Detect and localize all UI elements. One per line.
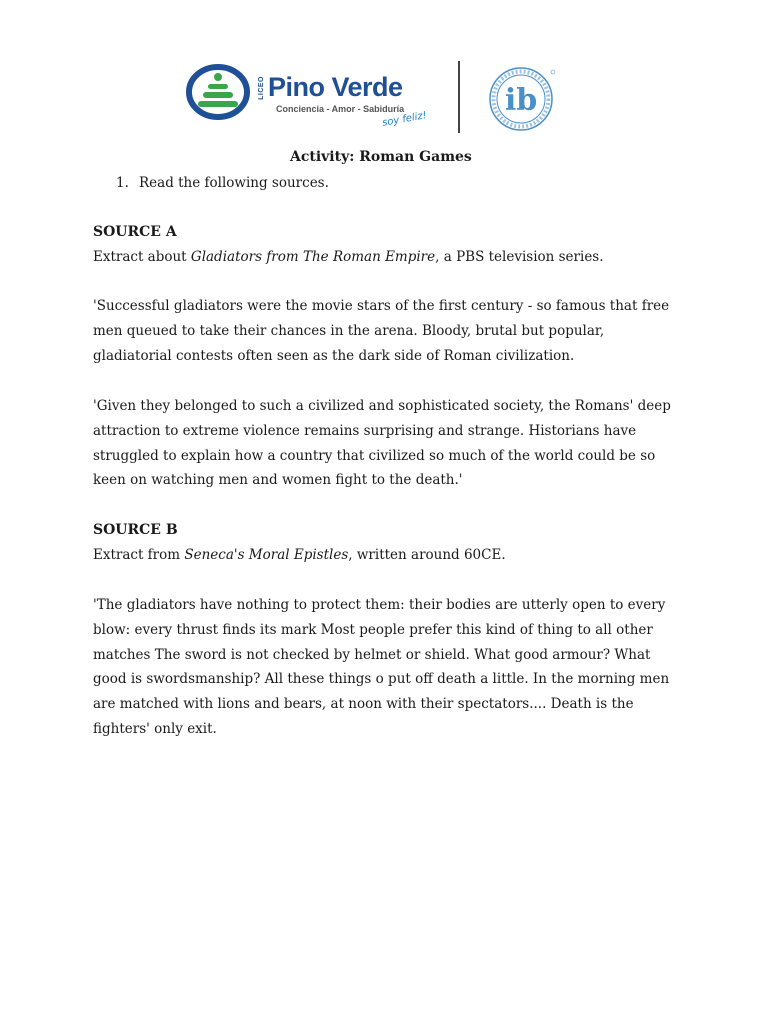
instruction-number: 1. bbox=[116, 175, 129, 191]
ib-world-school-logo-icon bbox=[487, 64, 559, 132]
activity-title: Activity: Roman Games bbox=[290, 149, 472, 165]
header-divider bbox=[458, 61, 460, 133]
instruction-item bbox=[116, 175, 329, 191]
source-b-work-title: Seneca's Moral Epistles bbox=[184, 547, 349, 563]
source-a-intro-suffix: , a PBS television series. bbox=[435, 249, 604, 265]
school-name: Pino Verde bbox=[268, 72, 403, 102]
source-b-heading: SOURCE B bbox=[93, 522, 178, 538]
svg-text:ib: ib bbox=[504, 83, 538, 118]
school-slogan: soy feliz! bbox=[381, 110, 428, 129]
source-a-intro bbox=[93, 249, 604, 265]
source-a-intro-prefix: Extract about bbox=[93, 249, 191, 265]
source-a-heading: SOURCE A bbox=[93, 224, 177, 240]
source-a-work-title: Gladiators from The Roman Empire bbox=[190, 249, 436, 265]
school-motto: Conciencia - Amor - Sabiduría bbox=[276, 104, 405, 114]
liceo-label: LICEO bbox=[258, 76, 265, 100]
source-a-paragraph-2: 'Given they belonged to such a civilized and sophisticated society, the Romans' deep attraction to extreme violence remains surprising and strange. Historians have struggled to explain how a country that civilized so much of the world could be so keen on watching men and women fight to the death.' bbox=[93, 398, 671, 489]
source-b-intro bbox=[93, 547, 506, 563]
source-b-paragraph-1: 'The gladiators have nothing to protect them: their bodies are utterly open to every blow: every thrust finds its mark Most people prefer this kind of thing to all other matches The sword is not checked by helmet or shield. What good armour? What good is swordsmanship? All these things o put off death a little. In the morning men are matched with lions and bears, at noon with their spectators.... Death is the fighters' only exit. bbox=[93, 597, 670, 737]
school-logo bbox=[186, 62, 451, 134]
pino-verde-emblem-icon bbox=[186, 64, 252, 120]
source-b-intro-prefix: Extract from bbox=[93, 547, 185, 563]
instruction-text: Read the following sources. bbox=[139, 175, 329, 191]
source-a-paragraph-1: 'Successful gladiators were the movie stars of the first century - so famous that free men queued to take their chances in the arena. Bloody, brutal but popular, gladiatorial contests often seen as the dark side of Roman civilization. bbox=[93, 298, 670, 364]
document-header bbox=[0, 0, 768, 145]
source-b-intro-suffix: , written around 60CE. bbox=[348, 547, 506, 563]
